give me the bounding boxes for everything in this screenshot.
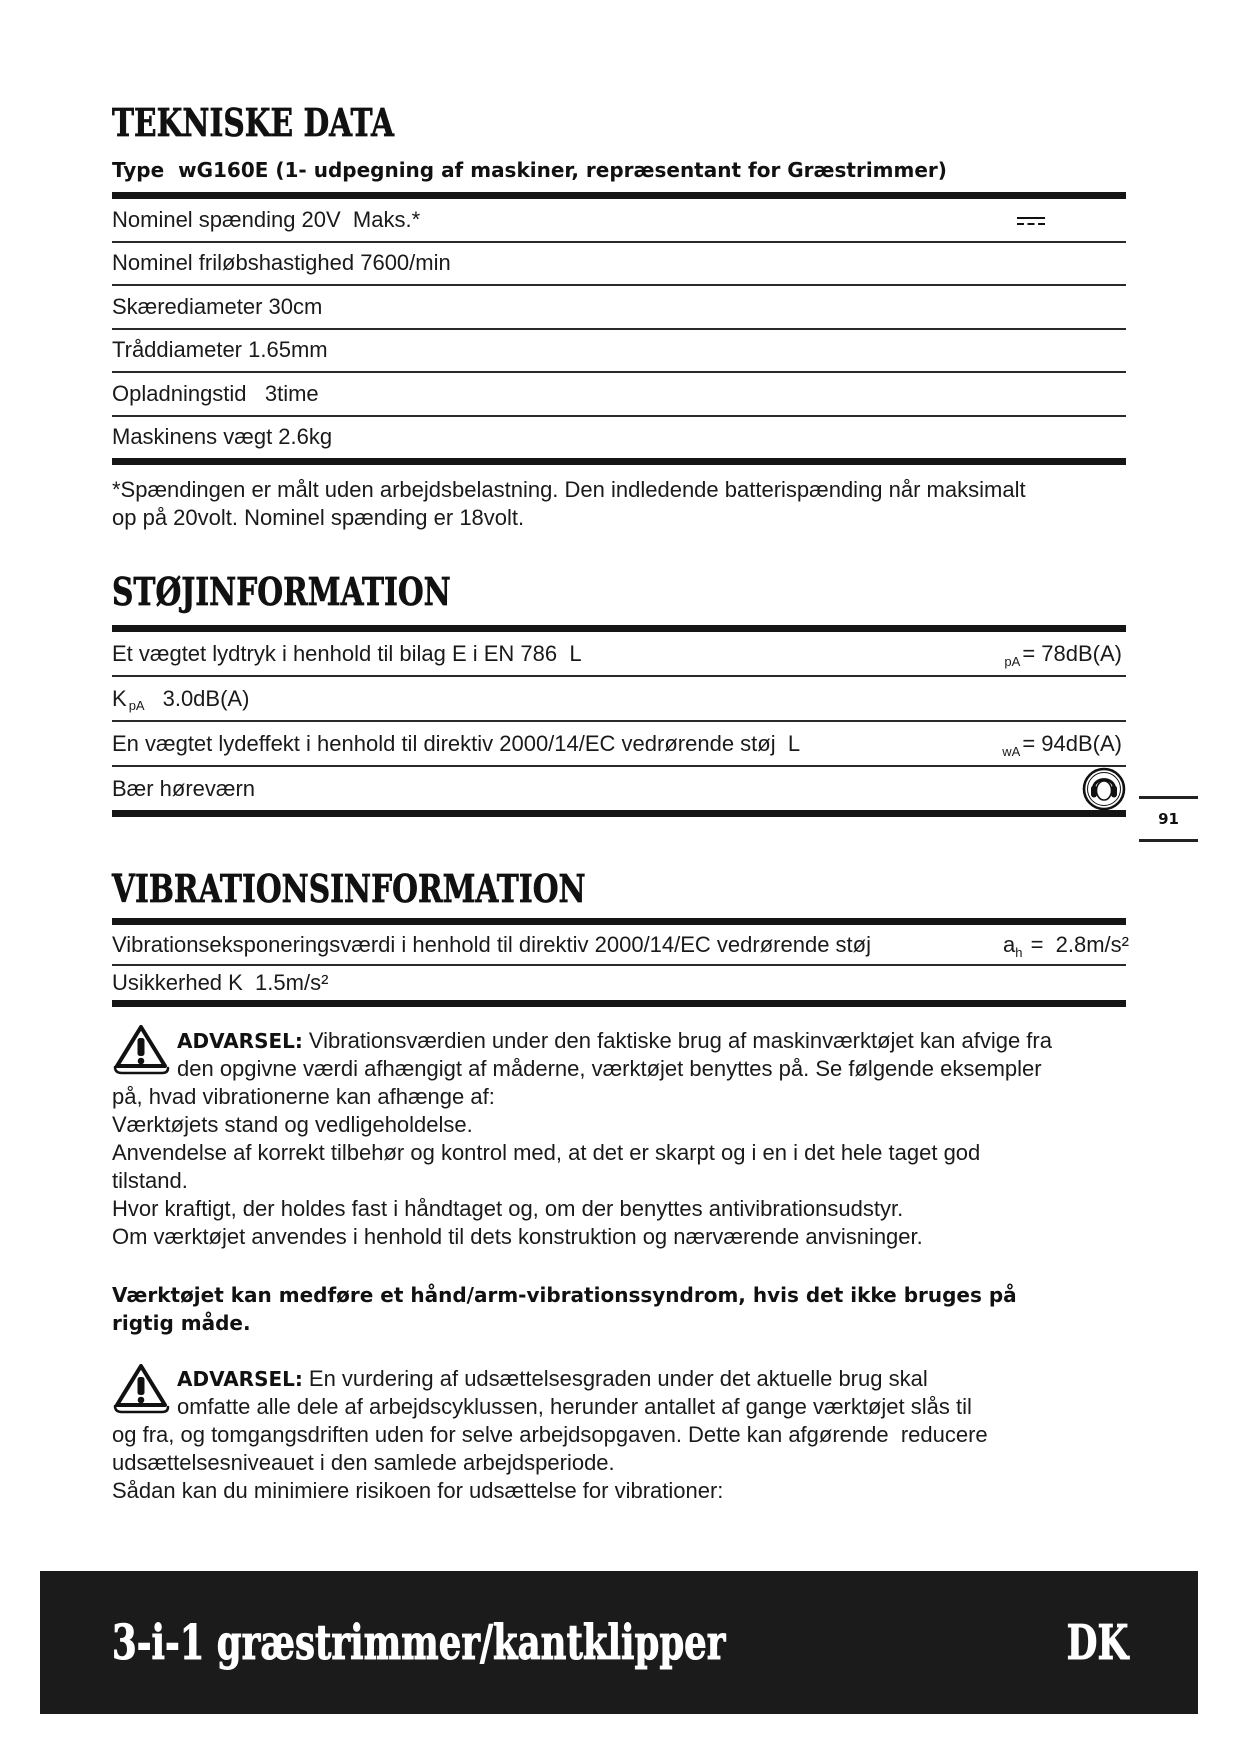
row-label: Bær høreværn [112,775,256,801]
value-text: = 78dB(A) [1022,640,1122,666]
vibration-table [112,918,1129,1007]
table-row [112,722,1126,767]
row-label: Maskinens vægt 2.6kg [112,424,333,450]
table-row [112,767,1126,810]
value-subscript: pA [1004,654,1021,669]
technical-data-heading: TEKNISKE DATA [112,100,394,145]
warning-line: Sådan kan du minimiere risikoen for udsættelse for vibrationer: [112,1478,724,1503]
row-label: Nominel spænding 20V Maks.* [112,206,421,232]
technical-data-table [112,192,1126,465]
table-row [112,677,1126,722]
warning-line: og fra, og tomgangsdriften uden for selve arbejdsopgaven. Dette kan afgørende reducere [112,1422,988,1447]
warning-exposure-assessment [112,1365,1132,1505]
warning-line: Hvor kraftigt, der holdes fast i håndtaget og, om der benyttes antivibrationsudstyr. [112,1196,904,1221]
note-line: *Spændingen er målt uden arbejdsbelastning. Den indledende batterispænding når maksimalt [112,477,1026,502]
warning-text: Vibrationsværdien under den faktiske brug af maskinværktøjet kan afvige fra [308,1028,1052,1053]
warning-text: En vurdering af udsættelsesgraden under det aktuelle brug skal [308,1366,928,1391]
row-label: Et vægtet lydtryk i henhold til bilag E i EN 786 L [112,640,582,666]
warning-line: på, hvad vibrationerne kan afhænge af: [112,1084,495,1109]
row-value [1004,632,1122,675]
table-row [112,966,1126,1000]
value-subscript: h [1015,945,1023,960]
noise-heading: STØJINFORMATION [112,569,451,614]
dc-symbol-icon [1017,217,1045,227]
note-line: op på 20volt. Nominel spænding er 18volt. [112,505,525,530]
table-row [112,199,1126,243]
value-subscript: wA [1002,744,1021,759]
table-row [112,632,1126,677]
row-label: K [112,685,127,711]
table-row [112,417,1126,459]
page-number: 91 [1139,796,1198,842]
table-row [112,243,1126,287]
table-row [112,330,1126,374]
table-row [112,373,1126,417]
row-label: Nominel friløbshastighed 7600/min [112,250,451,276]
row-label: Opladningstid 3time [112,380,319,406]
voltage-note [112,476,1132,532]
vibration-syndrome-note [112,1281,1132,1337]
value-symbol: a [1002,931,1016,957]
note-line: Værktøjet kan medføre et hånd/arm-vibrationssyndrom, hvis det ikke bruges på [112,1283,1017,1307]
value-text: = 94dB(A) [1022,730,1122,756]
row-value [1002,722,1122,765]
warning-line: Om værktøjet anvendes i henhold til dets konstruktion og nærværende anvisninger. [112,1224,923,1249]
warning-line: udsættelsesniveauet i den samlede arbejdsperiode. [112,1450,615,1475]
row-label: En vægtet lydeffekt i henhold til direktiv 2000/14/EC vedrørende støj L [112,730,801,756]
value-text: = 2.8m/s² [1024,931,1129,957]
warning-line: Værktøjets stand og vedligeholdelse. [112,1112,473,1137]
table-row [112,925,1129,966]
label-subscript: pA [128,698,145,713]
warning-line: den opgivne værdi afhængigt af måderne, værktøjet benyttes på. Se følgende eksempler [177,1056,1042,1081]
row-label: Vibrationseksponeringsværdi i henhold til direktiv 2000/14/EC vedrørende støj [112,931,871,957]
footer-bar [40,1571,1198,1714]
warning-line [112,1027,1132,1055]
ear-protection-icon [1082,767,1126,811]
row-label: Tråddiameter 1.65mm [112,337,328,363]
warning-line: omfatte alle dele af arbejdscyklussen, herunder antallet af gange værktøjet slås til [177,1394,972,1419]
footer-language: DK [1066,1615,1128,1671]
table-row [112,286,1126,330]
warning-line [112,1365,1132,1393]
warning-label: ADVARSEL: [177,1029,303,1053]
row-value [1003,925,1129,964]
footer-title: 3-i-1 græstrimmer/kantklipper [112,1615,726,1671]
noise-table [112,625,1126,817]
row-label: Skærediameter 30cm [112,293,323,319]
warning-line: tilstand. [112,1168,188,1193]
note-line: rigtig måde. [112,1311,251,1335]
warning-vibration-values [112,1027,1132,1251]
row-label: Usikkerhed K 1.5m/s² [112,970,329,995]
value-text: 3.0dB(A) [162,685,250,711]
model-subtitle: Type wG160E (1- udpegning af maskiner, repræsentant for Græstrimmer) [112,158,947,182]
warning-label: ADVARSEL: [177,1367,303,1391]
warning-line: Anvendelse af korrekt tilbehør og kontrol med, at det er skarpt og i en i det hele taget god [112,1140,981,1165]
vibration-heading: VIBRATIONSINFORMATION [112,866,586,911]
